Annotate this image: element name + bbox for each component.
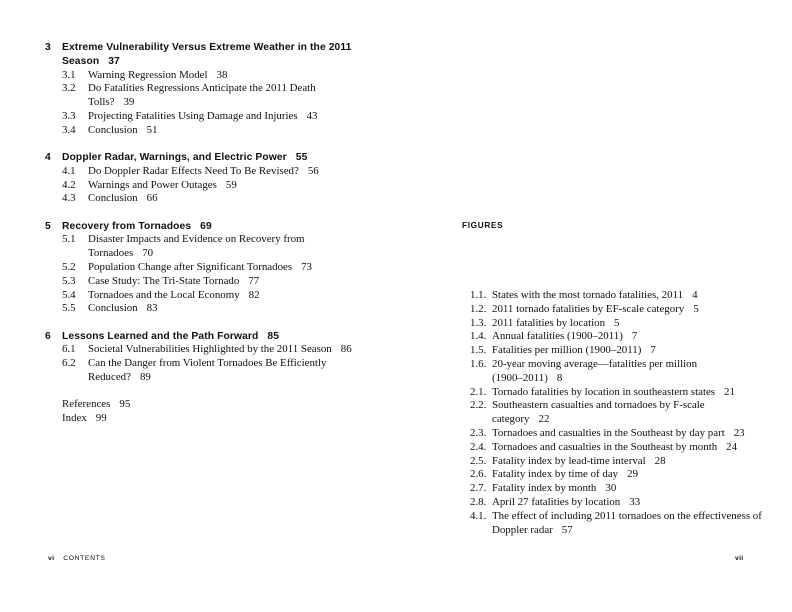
figure-entry xyxy=(470,317,770,331)
figure-page-number: 30 xyxy=(605,482,617,495)
chapter-block xyxy=(45,151,380,206)
section-number: 4.1 xyxy=(62,164,76,177)
figure-page-number: 7 xyxy=(631,330,638,343)
figure-text-line: Fatality index by time of day 29 xyxy=(492,468,639,481)
figure-number: 2.3. xyxy=(470,426,487,439)
chapter-text xyxy=(62,41,380,69)
chapter-text-line: Lessons Learned and the Path Forward 85 xyxy=(62,330,280,342)
section-text-line: Do Fatalities Regressions Anticipate the 2011 Death xyxy=(88,82,316,95)
section-number: 5.2 xyxy=(62,260,76,273)
figure-entry xyxy=(470,468,770,482)
section-text xyxy=(88,302,380,316)
figure-entry xyxy=(470,455,770,469)
section-page-number: 82 xyxy=(248,288,260,301)
figure-text-line: (1900–2011) 8 xyxy=(492,371,563,384)
figure-entry xyxy=(470,510,770,538)
section-text-line: Conclusion 83 xyxy=(88,302,158,315)
chapter-page-number: 69 xyxy=(200,220,212,232)
section-text-line: Societal Vulnerabilities Highlighted by the 2011 Season 86 xyxy=(88,343,352,356)
section-text-line: Case Study: The Tri-State Tornado 77 xyxy=(88,274,260,287)
figure-text xyxy=(492,330,770,344)
figure-number: 2.7. xyxy=(470,482,487,495)
chapter-text-line: Season 37 xyxy=(62,55,120,67)
figure-page-number: 24 xyxy=(726,440,738,453)
toc-column xyxy=(45,41,380,426)
figure-text xyxy=(492,317,770,331)
back-matter-page-number: 99 xyxy=(95,411,107,424)
figure-page-number: 8 xyxy=(556,371,563,384)
figure-text-line: April 27 fatalities by location 33 xyxy=(492,495,641,508)
figure-text xyxy=(492,482,770,496)
section-entry xyxy=(62,275,380,289)
back-matter-page-number: 95 xyxy=(119,398,131,411)
figure-text-line: Fatality index by month 30 xyxy=(492,482,617,495)
figure-text-line: category 22 xyxy=(492,413,550,426)
figure-number: 1.5. xyxy=(470,344,487,357)
section-text xyxy=(88,179,380,193)
section-number: 6.1 xyxy=(62,343,76,356)
section-entry xyxy=(62,192,380,206)
figure-text xyxy=(492,496,770,510)
section-number: 5.5 xyxy=(62,302,76,315)
figure-page-number: 23 xyxy=(733,426,745,439)
chapter-page-number: 37 xyxy=(108,55,120,67)
figure-text-line: 20-year moving average—fatalities per million xyxy=(492,357,698,370)
figure-text-line: Tornado fatalities by location in southeastern states 21 xyxy=(492,385,735,398)
figure-text-line: 2011 tornado fatalities by EF-scale category 5 xyxy=(492,302,699,315)
right-page-folio: vii xyxy=(735,555,744,562)
section-entry xyxy=(62,69,380,83)
figure-entry xyxy=(470,427,770,441)
section-entry xyxy=(62,261,380,275)
figure-number: 1.6. xyxy=(470,357,487,370)
figure-entry xyxy=(470,358,770,386)
figure-page-number: 5 xyxy=(693,302,699,315)
section-text xyxy=(88,82,380,110)
figure-text-line: Tornadoes and casualties in the Southeast by month 24 xyxy=(492,440,738,453)
figure-page-number: 7 xyxy=(650,344,656,357)
chapter-number: 3 xyxy=(45,42,51,53)
back-matter xyxy=(45,398,380,426)
figure-page-number: 22 xyxy=(538,413,550,426)
figure-number: 1.1. xyxy=(470,289,487,301)
section-text-line: Tornadoes and the Local Economy 82 xyxy=(88,288,260,301)
section-number: 3.1 xyxy=(62,68,76,81)
section-entry xyxy=(62,302,380,316)
figure-number: 4.1. xyxy=(470,509,487,522)
section-text-line: Disaster Impacts and Evidence on Recovery from xyxy=(88,233,305,246)
section-number: 5.1 xyxy=(62,233,76,246)
figure-text xyxy=(492,399,770,427)
chapter-entry xyxy=(45,220,380,234)
figure-entry xyxy=(470,330,770,344)
section-page-number: 77 xyxy=(248,274,260,287)
section-entry xyxy=(62,343,380,357)
section-entry xyxy=(62,357,380,385)
chapter-page-number: 85 xyxy=(267,330,280,342)
back-matter-label: References 95 xyxy=(62,398,131,411)
section-text-line: Conclusion 66 xyxy=(88,192,158,205)
figure-entry xyxy=(470,289,770,303)
section-text-line: Warnings and Power Outages 59 xyxy=(88,178,237,191)
left-page-footer xyxy=(48,554,105,563)
figure-entry xyxy=(470,344,770,358)
section-text xyxy=(88,233,380,261)
figure-text-line: The effect of including 2011 tornadoes on the effectiveness of xyxy=(492,509,762,522)
section-text xyxy=(88,124,380,138)
figure-entry xyxy=(470,399,770,427)
chapter-number: 4 xyxy=(45,151,51,163)
figure-text-line: Annual fatalities (1900–2011) 7 xyxy=(492,330,638,343)
figure-text xyxy=(492,441,770,455)
chapter-block xyxy=(45,220,380,317)
section-text xyxy=(88,110,380,124)
figure-text-line: Fatalities per million (1900–2011) 7 xyxy=(492,344,656,357)
back-matter-label: Index 99 xyxy=(62,411,107,424)
chapter-entry xyxy=(45,151,380,165)
section-number: 5.4 xyxy=(62,288,76,301)
figure-number: 2.8. xyxy=(470,495,487,508)
figure-text xyxy=(492,303,770,317)
section-text xyxy=(88,289,380,303)
section-text xyxy=(88,165,380,179)
figure-text xyxy=(492,386,770,400)
chapter-entry xyxy=(45,330,380,344)
figure-text-line: Doppler radar 57 xyxy=(492,523,573,536)
section-entry xyxy=(62,289,380,303)
section-entry xyxy=(62,82,380,110)
section-text-line: Conclusion 51 xyxy=(88,123,158,136)
figure-page-number: 28 xyxy=(654,454,666,467)
section-entry xyxy=(62,165,380,179)
section-entry xyxy=(62,124,380,138)
figure-text-line: Fatality index by lead-time interval 28 xyxy=(492,454,666,467)
section-text-line: Can the Danger from Violent Tornadoes Be Efficiently xyxy=(88,357,327,370)
figure-number: 2.5. xyxy=(470,454,487,467)
section-number: 4.2 xyxy=(62,178,76,191)
section-page-number: 73 xyxy=(301,260,312,273)
chapter-block xyxy=(45,41,380,138)
section-page-number: 86 xyxy=(340,343,352,356)
figure-text-line: 2011 fatalities by location 5 xyxy=(492,316,620,329)
figure-number: 2.1. xyxy=(470,385,487,398)
section-text-line: Do Doppler Radar Effects Need To Be Revised? 56 xyxy=(88,164,319,177)
figure-entry xyxy=(470,496,770,510)
section-text xyxy=(88,275,380,289)
section-text-line: Warning Regression Model 38 xyxy=(88,68,228,81)
chapter-text xyxy=(62,151,380,165)
section-number: 5.3 xyxy=(62,274,76,287)
figure-text-line: States with the most tornado fatalities, 2011 4 xyxy=(492,289,698,301)
section-entry xyxy=(62,233,380,261)
section-text-line: Population Change after Significant Tornadoes 73 xyxy=(88,260,312,273)
figure-number: 1.2. xyxy=(470,302,487,315)
figure-entry xyxy=(470,303,770,317)
figure-page-number: 5 xyxy=(614,316,620,329)
chapter-entry xyxy=(45,41,380,69)
figure-number: 2.4. xyxy=(470,440,487,453)
figure-page-number: 29 xyxy=(627,468,639,481)
figures-heading: FIGURES xyxy=(462,221,504,230)
section-page-number: 39 xyxy=(123,96,135,109)
section-page-number: 59 xyxy=(225,178,237,191)
back-matter-entry xyxy=(62,398,380,412)
section-text-line: Reduced? 89 xyxy=(88,370,151,383)
section-text xyxy=(88,261,380,275)
figure-text xyxy=(492,510,770,538)
section-page-number: 89 xyxy=(139,370,151,383)
section-number: 3.2 xyxy=(62,82,76,95)
section-text xyxy=(88,69,380,83)
chapter-text xyxy=(62,330,380,344)
running-head-contents: CONTENTS xyxy=(63,555,106,562)
section-text xyxy=(88,343,380,357)
left-page-folio: vi xyxy=(48,555,55,562)
section-entry xyxy=(62,110,380,124)
section-page-number: 83 xyxy=(146,302,158,315)
figure-text xyxy=(492,427,770,441)
section-text-line: Tolls? 39 xyxy=(88,96,135,109)
section-text xyxy=(88,192,380,206)
figure-text xyxy=(492,358,770,386)
figure-text xyxy=(492,289,770,303)
figure-text-line: Tornadoes and casualties in the Southeast by day part 23 xyxy=(492,426,745,439)
chapter-number: 6 xyxy=(45,330,51,342)
section-text xyxy=(88,357,380,385)
figure-text xyxy=(492,344,770,358)
figure-page-number: 21 xyxy=(724,385,735,398)
chapter-text xyxy=(62,220,380,234)
figures-list xyxy=(470,289,770,537)
section-page-number: 43 xyxy=(306,109,318,122)
figure-number: 1.4. xyxy=(470,330,487,343)
section-page-number: 38 xyxy=(216,68,228,81)
figure-page-number: 57 xyxy=(561,523,573,536)
figure-entry xyxy=(470,386,770,400)
section-entry xyxy=(62,179,380,193)
back-matter-entry xyxy=(62,412,380,426)
figure-entry xyxy=(470,441,770,455)
figure-number: 1.3. xyxy=(470,316,487,329)
section-number: 3.4 xyxy=(62,123,76,136)
section-number: 3.3 xyxy=(62,109,76,122)
chapter-text-line: Extreme Vulnerability Versus Extreme Weather in the 2011 xyxy=(62,42,352,53)
figure-text-line: Southeastern casualties and tornadoes by F-scale xyxy=(492,399,705,412)
chapter-block xyxy=(45,330,380,385)
section-page-number: 56 xyxy=(307,164,319,177)
figure-page-number: 4 xyxy=(692,289,698,301)
section-text-line: Projecting Fatalities Using Damage and Injuries 43 xyxy=(88,109,318,122)
figure-number: 2.6. xyxy=(470,468,487,481)
chapter-text-line: Recovery from Tornadoes 69 xyxy=(62,220,212,232)
chapter-text-line: Doppler Radar, Warnings, and Electric Power 55 xyxy=(62,151,308,163)
figure-number: 2.2. xyxy=(470,399,487,412)
section-number: 4.3 xyxy=(62,192,76,205)
figure-entry xyxy=(470,482,770,496)
section-page-number: 51 xyxy=(146,123,158,136)
section-page-number: 70 xyxy=(142,247,154,260)
chapter-number: 5 xyxy=(45,220,51,232)
figure-text xyxy=(492,455,770,469)
section-number: 6.2 xyxy=(62,357,76,370)
section-page-number: 66 xyxy=(146,192,158,205)
figure-page-number: 33 xyxy=(629,495,641,508)
section-text-line: Tornadoes 70 xyxy=(88,247,154,260)
chapter-page-number: 55 xyxy=(295,151,308,163)
figure-text xyxy=(492,468,770,482)
